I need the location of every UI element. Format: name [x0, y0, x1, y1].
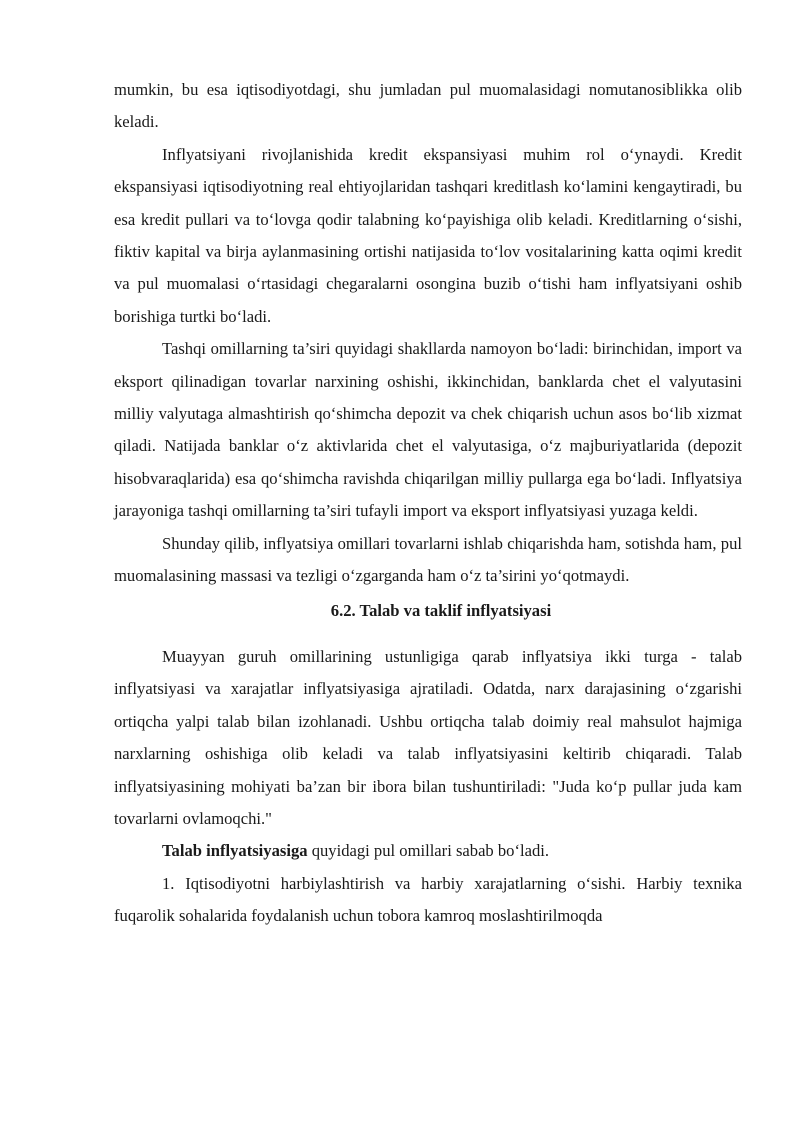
paragraph-inflation-types: Muayyan guruh omillarining ustunligiga qarab inflyatsiya ikki turga - talab inflyatsiyasi va xarajatlar inflyatsiyasiga ajratiladi. Odatda, narx darajasining o‘zgarishi ortiqcha yalpi talab bilan izohlanadi. Ushbu ortiqcha talab doimiy real mahsulot hajmiga narxlarning oshishiga olib keladi va talab inflyatsiyasini keltirib chiqaradi. Talab inflyatsiyasining mohiyati ba’zan bir ibora bilan tushuntiriladi: "Juda ko‘p pullar juda kam tovarlarni ovlamoqchi." — [114, 646, 742, 828]
paragraph-continuation: mumkin, bu esa iqtisodiyotdagi, shu jumladan pul muomalasidagi nomutanosiblikka olib keladi. — [114, 80, 742, 132]
paragraph-conclusion: Shunday qilib, inflyatsiya omillari tovarlarni ishlab chiqarishda ham, sotishda ham, pul muomalasining massasi va tezligi o‘zgarganda ham o‘z ta’sirini yo‘qotmaydi. — [114, 533, 742, 586]
list-item-1: 1. Iqtisodiyotni harbiylashtirish va harbiy xarajatlarning o‘sishi. Harbiy texnika fuqarolik sohalarida foydalanish uchun tobora kamroq moslashtirilmoqda — [114, 873, 742, 926]
section-heading — [114, 595, 742, 627]
paragraph-demand-inflation-causes — [114, 835, 742, 867]
paragraph-credit-expansion: Inflyatsiyani rivojlanishida kredit ekspansiyasi muhim rol o‘ynaydi. Kredit ekspansiyasi iqtisodiyotning real ehtiyojlaridan tashqari kreditlash ko‘lamini kengaytiradi, bu esa kredit pullari va to‘lovga qodir talabning ko‘payishiga olib keladi. Kreditlarning o‘sishi, fiktiv kapital va birja aylanmasining ortishi natijasida to‘lov vositalarining katta oqimi kredit va pul muomalasi o‘rtasidagi chegaralarni osongina buzib o‘tishi ham inflyatsiyani oshib borishiga turtki bo‘ladi. — [114, 144, 742, 326]
section-heading-text: 6.2. Talab va taklif inflyatsiyasi — [330, 600, 552, 620]
paragraph-external-factors: Tashqi omillarning ta’siri quyidagi shakllarda namoyon bo‘ladi: birinchidan, import va eksport qilinadigan tovarlar narxining oshishi, ikkinchidan, banklarda chet el valyutasini milliy valyutaga almashtirish qo‘shimcha depozit va chek chiqarish uchun asos bo‘lib xizmat qiladi. Natijada banklar o‘z aktivlarida chet el valyutasiga, o‘z majburiyatlarida (depozit hisobvaraqlarida) esa qo‘shimcha ravishda chiqarilgan milliy pullarga ega bo‘ladi. Inflyatsiya jarayoniga tashqi omillarning ta’siri tufayli import va eksport inflyatsiyasi yuzaga keldi. — [114, 339, 742, 521]
paragraph-rest: quyidagi pul omillari sabab bo‘ladi. — [307, 841, 550, 861]
bold-term: Talab inflyatsiyasiga — [162, 841, 308, 861]
document-page — [114, 74, 742, 933]
